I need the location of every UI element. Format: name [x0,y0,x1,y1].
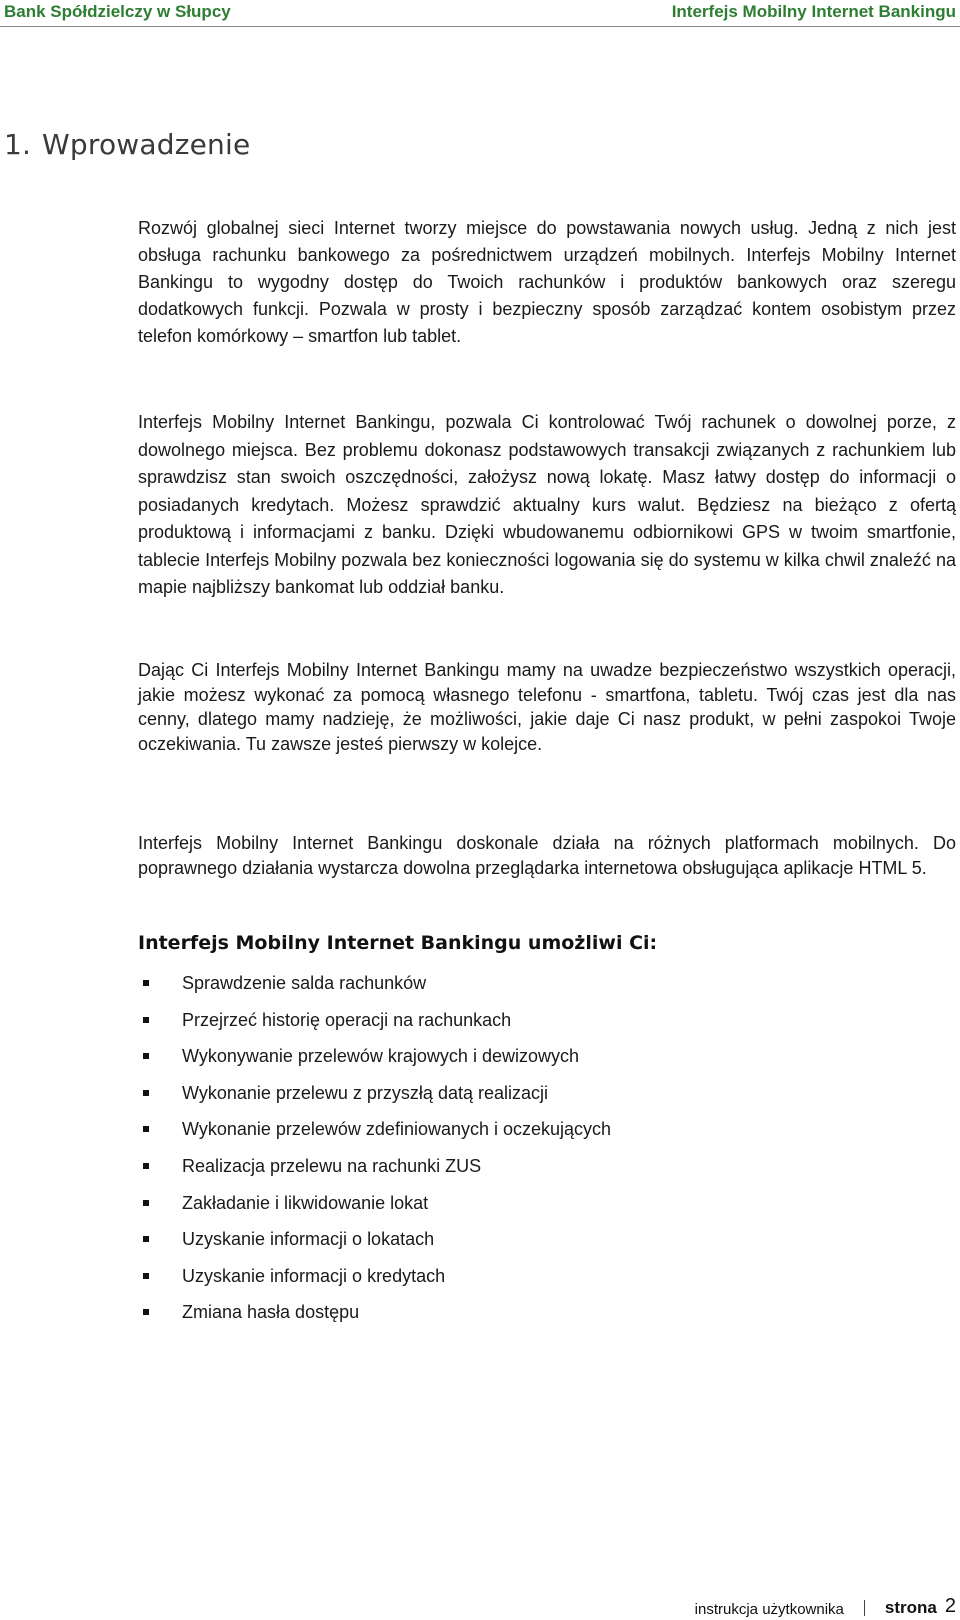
page-header [0,0,960,27]
features-heading: Interfejs Mobilny Internet Bankingu umożliwi Ci: [138,932,658,954]
section-title: Wprowadzenie [42,128,251,161]
list-item-label: Przejrzeć historię operacji na rachunkach [182,1009,512,1030]
square-bullet-icon [143,1126,149,1132]
square-bullet-icon [143,1273,149,1279]
list-item-label: Wykonanie przelewu z przyszłą datą realizacji [182,1082,548,1103]
section-heading [4,128,250,161]
square-bullet-icon [143,1200,149,1206]
list-item [138,1148,918,1185]
square-bullet-icon [143,1053,149,1059]
paragraph-intro: Rozwój globalnej sieci Internet tworzy miejsce do powstawania nowych usług. Jedną z nich jest obsługa rachunku bankowego za pośrednictwem urządzeń mobilnych. Interfejs Mobilny Internet Bankingu to wygodny dostęp do Twoich rachunków i produktów bankowych oraz szeregu dodatkowych funkcji. Pozwala w prosty i bezpieczny sposób zarządzać kontem osobistym przez telefon komórkowy – smartfon lub tablet. [138,218,956,346]
paragraph-security: Dając Ci Interfejs Mobilny Internet Bankingu mamy na uwadze bezpieczeństwo wszystkich operacji, jakie możesz wykonać za pomocą własnego telefonu - smartfona, tabletu. Twój czas jest dla nas cenny, dlatego mamy nadzieję, że możliwości, jakie daje Ci nasz produkt, w pełni zaspokoi Twoje oczekiwania. Tu zawsze jesteś pierwszy w kolejce. [138,660,956,754]
document-title: Interfejs Mobilny Internet Bankingu [671,2,956,21]
square-bullet-icon [143,980,149,986]
list-item [138,1185,918,1222]
list-item [138,1258,918,1295]
square-bullet-icon [143,1309,149,1315]
list-item-label: Uzyskanie informacji o lokatach [182,1229,435,1250]
list-item-label: Realizacja przelewu na rachunki ZUS [182,1155,482,1176]
list-item [138,965,918,1002]
page-number: 2 [944,1595,956,1617]
square-bullet-icon [143,1090,149,1096]
paragraph-features: Interfejs Mobilny Internet Bankingu, pozwala Ci kontrolować Twój rachunek o dowolnej porze, z dowolnego miejsca. Bez problemu dokonasz podstawowych transakcji związanych z rachunkiem lub sprawdzisz stan swoich oszczędności, założysz nową lokatę. Masz łatwy dostęp do informacji o posiadanych kredytach. Możesz sprawdzić aktualny kurs walut. Będziesz na bieżąco z ofertą produktową i informacjami z banku. Dzięki wbudowanemu odbiornikowi GPS w twoim smartfonie, tablecie Interfejs Mobilny pozwala bez konieczności logowania się do systemu w kilka chwil znaleźć na mapie najbliższy bankomat lub oddział banku. [138,412,956,597]
footer-divider [864,1600,865,1616]
section-number: 1. [4,128,32,161]
list-item [138,1111,918,1148]
paragraph-platforms: Interfejs Mobilny Internet Bankingu doskonale działa na różnych platformach mobilnych. Do poprawnego działania wystarcza dowolna przeglądarka internetowa obsługująca aplikacje HTML 5. [138,833,956,878]
list-item [138,1221,918,1258]
page-footer [695,1595,956,1619]
list-item-label: Uzyskanie informacji o kredytach [182,1265,446,1286]
list-item [138,1294,918,1331]
list-item [138,1002,918,1039]
square-bullet-icon [143,1017,149,1023]
list-item-label: Zmiana hasła dostępu [182,1302,360,1323]
list-item-label: Sprawdzenie salda rachunków [182,973,427,993]
square-bullet-icon [143,1163,149,1169]
list-item-label: Wykonanie przelewów zdefiniowanych i oczekujących [182,1119,612,1140]
list-item-label: Wykonywanie przelewów krajowych i dewizowych [182,1046,579,1067]
list-item-label: Zakładanie i likwidowanie lokat [182,1192,429,1213]
footer-page-label: strona [884,1598,937,1617]
list-item [138,1075,918,1112]
square-bullet-icon [143,1236,149,1242]
list-item [138,1038,918,1075]
features-list [138,965,918,1331]
bank-name: Bank Spółdzielczy w Słupcy [4,2,231,21]
footer-doc-label: instrukcja użytkownika [694,1601,844,1618]
